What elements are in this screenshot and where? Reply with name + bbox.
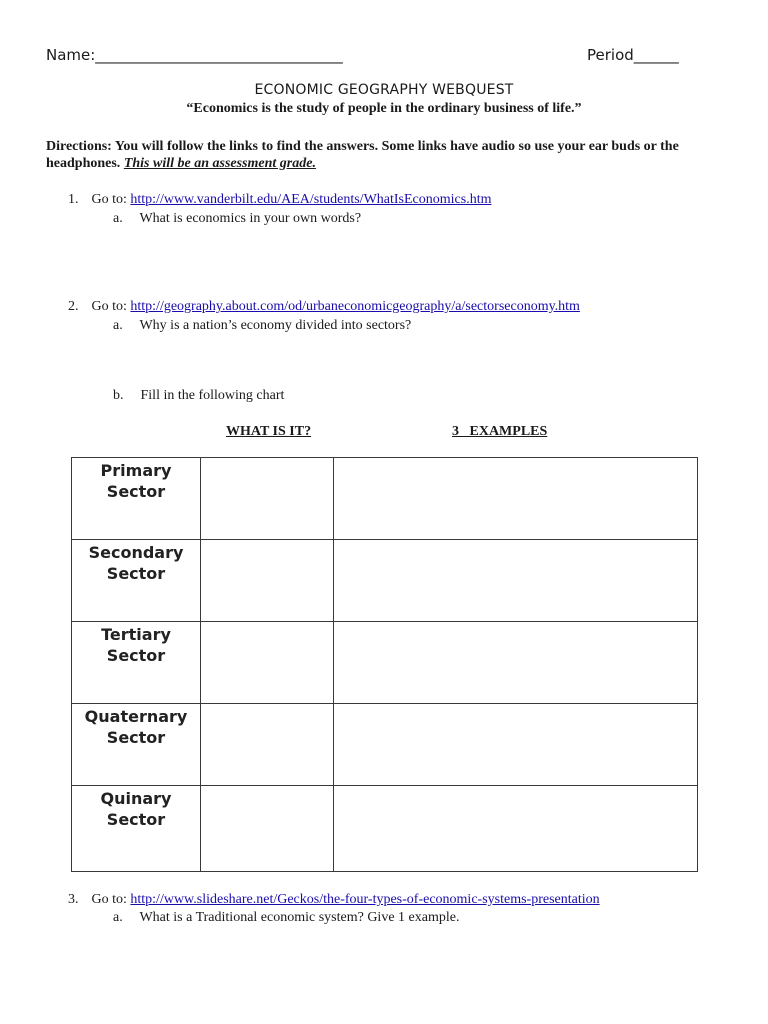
sector-label [72,622,201,704]
sector-label [72,540,201,622]
question-2b [113,387,284,404]
question-1 [68,191,491,208]
question-2 [68,298,580,315]
what-is-it-cell[interactable] [201,540,334,622]
q3a-text: What is a Traditional economic system? Give 1 example. [139,910,460,925]
chart-header-examples: 3 EXAMPLES [452,424,548,439]
q2a-letter: a. [113,318,123,333]
q2b-text: Fill in the following chart [140,388,285,403]
q2-goto: Go to: [91,299,127,314]
q1-goto: Go to: [91,192,127,207]
page-title: ECONOMIC GEOGRAPHY WEBQUEST [254,82,514,98]
name-field-label: Name:_________________________________ [46,46,343,64]
examples-cell[interactable] [334,458,698,540]
table-row [72,458,698,540]
q1-link[interactable]: http://www.vanderbilt.edu/AEA/students/WhatIsEconomics.htm [130,192,492,207]
sector-label-line1: Primary [100,461,172,480]
q3-goto: Go to: [91,892,127,907]
what-is-it-cell[interactable] [201,704,334,786]
examples-cell[interactable] [334,786,698,872]
what-is-it-cell[interactable] [201,458,334,540]
sector-label [72,704,201,786]
sector-label-line1: Tertiary [101,625,171,644]
question-2a [113,317,411,334]
sector-label-line2: Sector [106,646,166,665]
q3-number: 3. [68,892,79,907]
sector-label-line2: Sector [106,810,166,829]
chart-header-what: WHAT IS IT? [226,424,312,439]
period-field-label: Period______ [587,46,679,64]
table-row [72,786,698,872]
directions-text: Directions: You will follow the links to find the answers. Some links have audio so use your ear buds or the headphones. [46,139,679,171]
quote: “Economics is the study of people in the ordinary business of life.” [186,101,582,116]
sector-label [72,458,201,540]
q3a-letter: a. [113,910,123,925]
q2a-text: Why is a nation’s economy divided into sectors? [139,318,412,333]
table-row [72,704,698,786]
q2-link[interactable]: http://geography.about.com/od/urbaneconomicgeography/a/sectorseconomy.htm [130,299,580,314]
sector-label-line2: Sector [106,482,166,501]
question-3 [68,891,600,908]
table-row [72,622,698,704]
examples-cell[interactable] [334,704,698,786]
question-3a [113,909,459,926]
sector-label [72,786,201,872]
q2-number: 2. [68,299,79,314]
sector-chart [71,457,698,872]
sector-label-line1: Secondary [88,543,184,562]
sector-label-line1: Quaternary [84,707,188,726]
question-1a [113,210,361,227]
q1a-letter: a. [113,211,123,226]
what-is-it-cell[interactable] [201,786,334,872]
sector-label-line1: Quinary [100,789,172,808]
q1a-text: What is economics in your own words? [139,211,362,226]
examples-cell[interactable] [334,540,698,622]
sector-label-line2: Sector [106,564,166,583]
q3-link[interactable]: http://www.slideshare.net/Geckos/the-four-types-of-economic-systems-presentation [130,892,600,907]
examples-cell[interactable] [334,622,698,704]
q2b-letter: b. [113,388,124,403]
table-row [72,540,698,622]
directions [46,138,726,172]
q1-number: 1. [68,192,79,207]
sector-label-line2: Sector [106,728,166,747]
directions-emphasis: This will be an assessment grade. [123,156,316,171]
what-is-it-cell[interactable] [201,622,334,704]
